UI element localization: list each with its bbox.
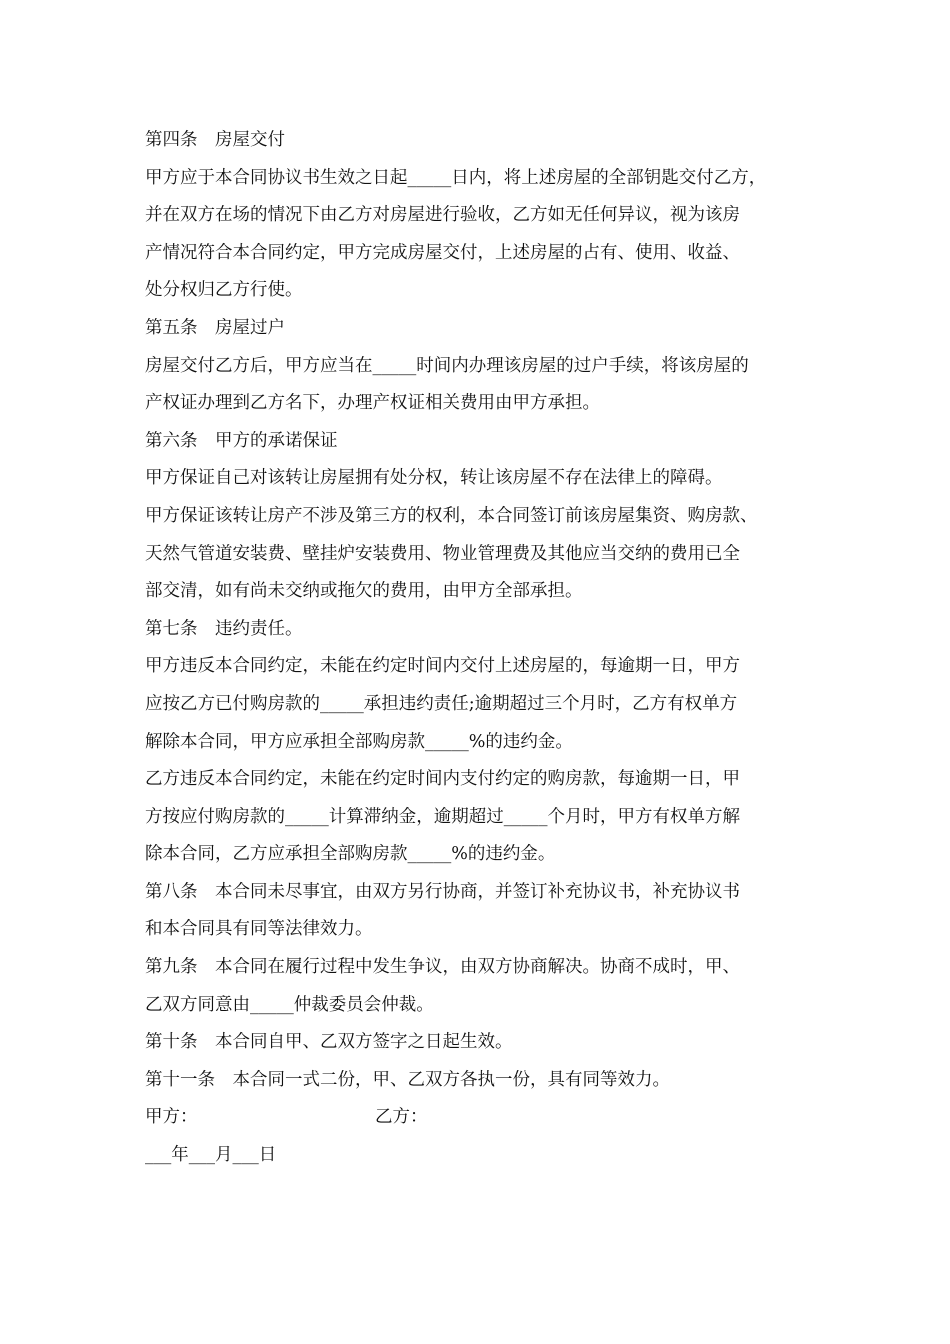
article-6-text: 甲方保证该转让房产不涉及第三方的权利，本合同签订前该房屋集资、购房款、 — [145, 505, 758, 526]
article-7-text: 解除本合同，甲方应承担全部购房款_____%的违约金。 — [145, 731, 573, 752]
article-6-text: 天然气管道安装费、壁挂炉安装费用、物业管理费及其他应当交纳的费用已全 — [145, 543, 740, 564]
article-4-text: 产情况符合本合同约定，甲方完成房屋交付，上述房屋的占有、使用、收益、 — [145, 242, 740, 263]
article-4-heading: 第四条 房屋交付 — [145, 130, 285, 150]
article-7-text: 甲方违反本合同约定，未能在约定时间内交付上述房屋的，每逾期一日，甲方 — [145, 656, 740, 677]
article-11-text: 第十一条 本合同一式二份，甲、乙双方各执一份，具有同等效力。 — [145, 1069, 670, 1090]
article-7-text: 除本合同，乙方应承担全部购房款_____%的违约金。 — [145, 844, 556, 865]
article-5-text: 房屋交付乙方后，甲方应当在_____时间内办理该房屋的过户手续，将该房屋的 — [145, 355, 749, 376]
article-7-text: 方按应付购房款的_____计算滞纳金，逾期超过_____个月时，甲方有权单方解 — [145, 806, 740, 827]
party-b-signature-label: 乙方： — [375, 1107, 428, 1128]
article-7-heading: 第七条 违约责任。 — [145, 618, 303, 639]
contract-page — [145, 122, 815, 1175]
signature-row — [145, 1099, 815, 1137]
article-6-heading: 第六条 甲方的承诺保证 — [145, 430, 338, 451]
article-6-text: 部交清，如有尚未交纳或拖欠的费用，由甲方全部承担。 — [145, 581, 583, 602]
article-6-text: 甲方保证自己对该转让房屋拥有处分权，转让该房屋不存在法律上的障碍。 — [145, 468, 723, 489]
article-5-text: 产权证办理到乙方名下，办理产权证相关费用由甲方承担。 — [145, 393, 600, 414]
date-line: ___年___月___日 — [145, 1145, 277, 1166]
article-4-text: 甲方应于本合同协议书生效之日起_____日内，将上述房屋的全部钥匙交付乙方， — [145, 167, 767, 188]
article-4-text: 并在双方在场的情况下由乙方对房屋进行验收，乙方如无任何异议，视为该房 — [145, 205, 740, 226]
article-7-text: 乙方违反本合同约定，未能在约定时间内支付约定的购房款，每逾期一日，甲 — [145, 769, 740, 790]
article-8-text: 第八条 本合同未尽事宜，由双方另行协商，并签订补充协议书，补充协议书 — [145, 881, 740, 902]
article-9-text: 乙双方同意由_____仲裁委员会仲裁。 — [145, 994, 434, 1015]
party-a-signature-label: 甲方： — [145, 1107, 198, 1128]
article-7-text: 应按乙方已付购房款的_____承担违约责任;逾期超过三个月时，乙方有权单方 — [145, 693, 738, 714]
article-10-text: 第十条 本合同自甲、乙双方签字之日起生效。 — [145, 1032, 513, 1053]
article-9-text: 第九条 本合同在履行过程中发生争议，由双方协商解决。协商不成时，甲、 — [145, 957, 740, 978]
article-5-heading: 第五条 房屋过户 — [145, 317, 285, 338]
article-4-text: 处分权归乙方行使。 — [145, 280, 303, 301]
article-8-text: 和本合同具有同等法律效力。 — [145, 919, 373, 940]
